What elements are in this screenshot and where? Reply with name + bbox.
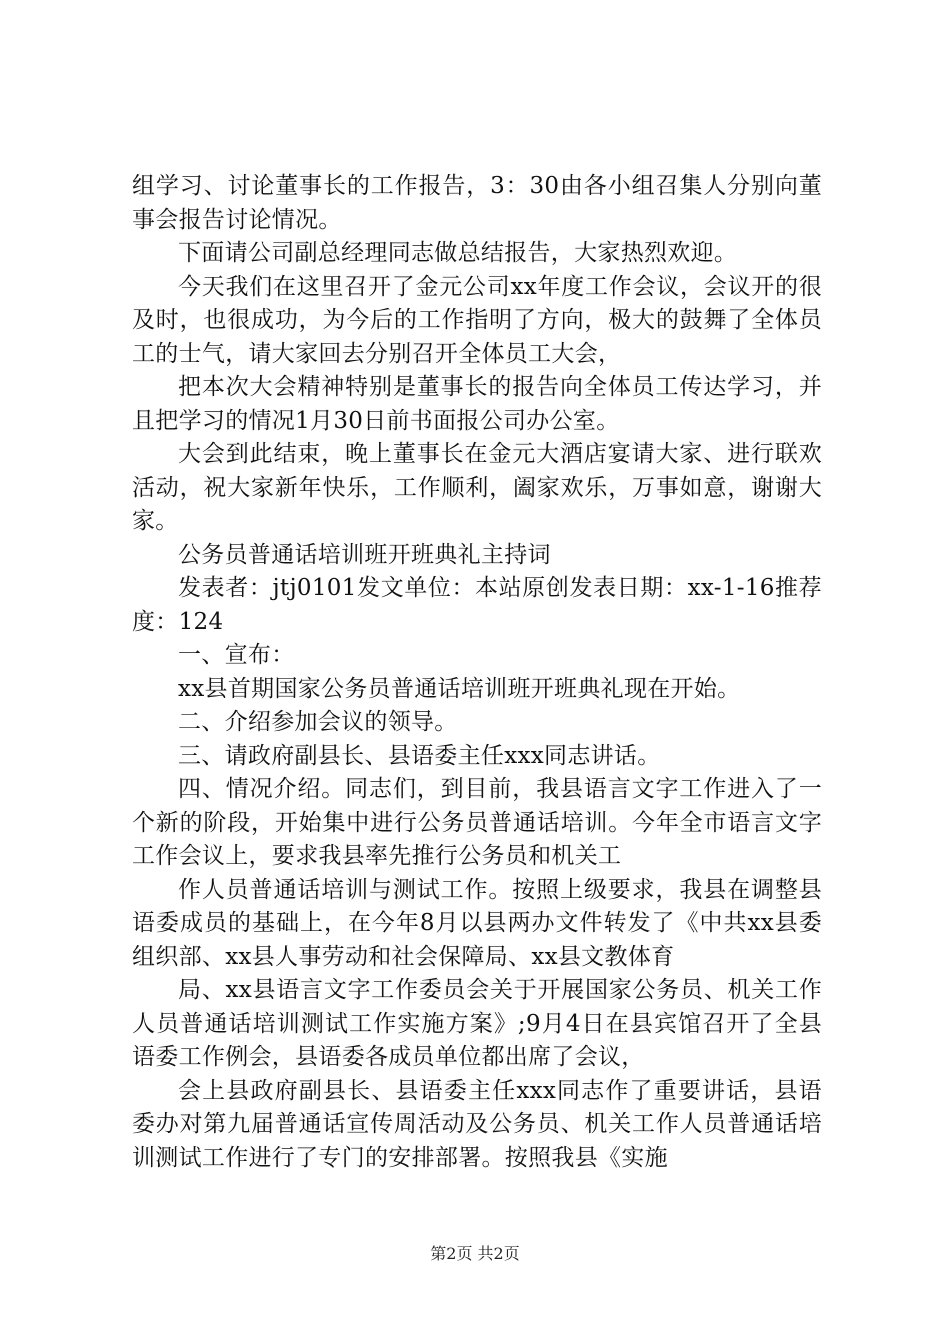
document-body (132, 170, 822, 1175)
item-introduce: 二、介绍参加会议的领导。 (178, 709, 458, 735)
paragraph-continued-2: 局、xx县语言文字工作委员会关于开展国家公务员、机关工作人员普通话培训测试工作实施方案》;9月4日在县宾馆召开了全县语委工作例会，县语委各成员单位都出席了会议， (132, 977, 822, 1070)
item-speech: 三、请政府副县长、县语委主任xxx同志讲话。 (178, 742, 661, 769)
item-announce: 一、宣布： (178, 642, 295, 668)
paragraph-continued-3: 会上县政府副县长、县语委主任xxx同志作了重要讲话，县语委办对第九届普通话宣传周活动及公务员、机关工作人员普通话培训测试工作进行了专门的安排部署。按照我县《实施 (132, 1077, 822, 1171)
paragraph-4: 把本次大会精神特别是董事长的报告向全体员工传达学习，并且把学习的情况1月30日前书面报公司办公室。 (132, 374, 822, 434)
publication-meta: 发表者：jtj0101发文单位：本站原创发表日期：xx-1-16推荐度：124 (132, 575, 822, 635)
item-situation: 四、情况介绍。同志们，到目前，我县语言文字工作进入了一个新的阶段，开始集中进行公务员普通话培训。今年全市语言文字工作会议上，要求我县率先推行公务员和机关工 (132, 776, 822, 869)
paragraph-3: 今天我们在这里召开了金元公司xx年度工作会议，会议开的很及时，也很成功，为今后的工作指明了方向，极大的鼓舞了全体员工的士气，请大家回去分别召开全体员工大会， (132, 273, 822, 367)
paragraph-1: 组学习、讨论董事长的工作报告，3：30由各小组召集人分别向董事会报告讨论情况。 (132, 173, 822, 233)
announce-text: xx县首期国家公务员普通话培训班开班典礼现在开始。 (178, 675, 741, 702)
paragraph-continued-1: 作人员普通话培训与测试工作。按照上级要求，我县在调整县语委成员的基础上，在今年8月以县两办文件转发了《中共xx县委组织部、xx县人事劳动和社会保障局、xx县文教体育 (132, 876, 822, 970)
paragraph-2: 下面请公司副总经理同志做总结报告，大家热烈欢迎。 (178, 240, 738, 266)
section-title: 公务员普通话培训班开班典礼主持词 (178, 541, 551, 568)
page-footer: 第2页 共2页 (430, 1244, 520, 1263)
paragraph-5: 大会到此结束，晚上董事长在金元大酒店宴请大家、进行联欢活动，祝大家新年快乐，工作顺利，阖家欢乐，万事如意，谢谢大家。 (132, 441, 822, 534)
